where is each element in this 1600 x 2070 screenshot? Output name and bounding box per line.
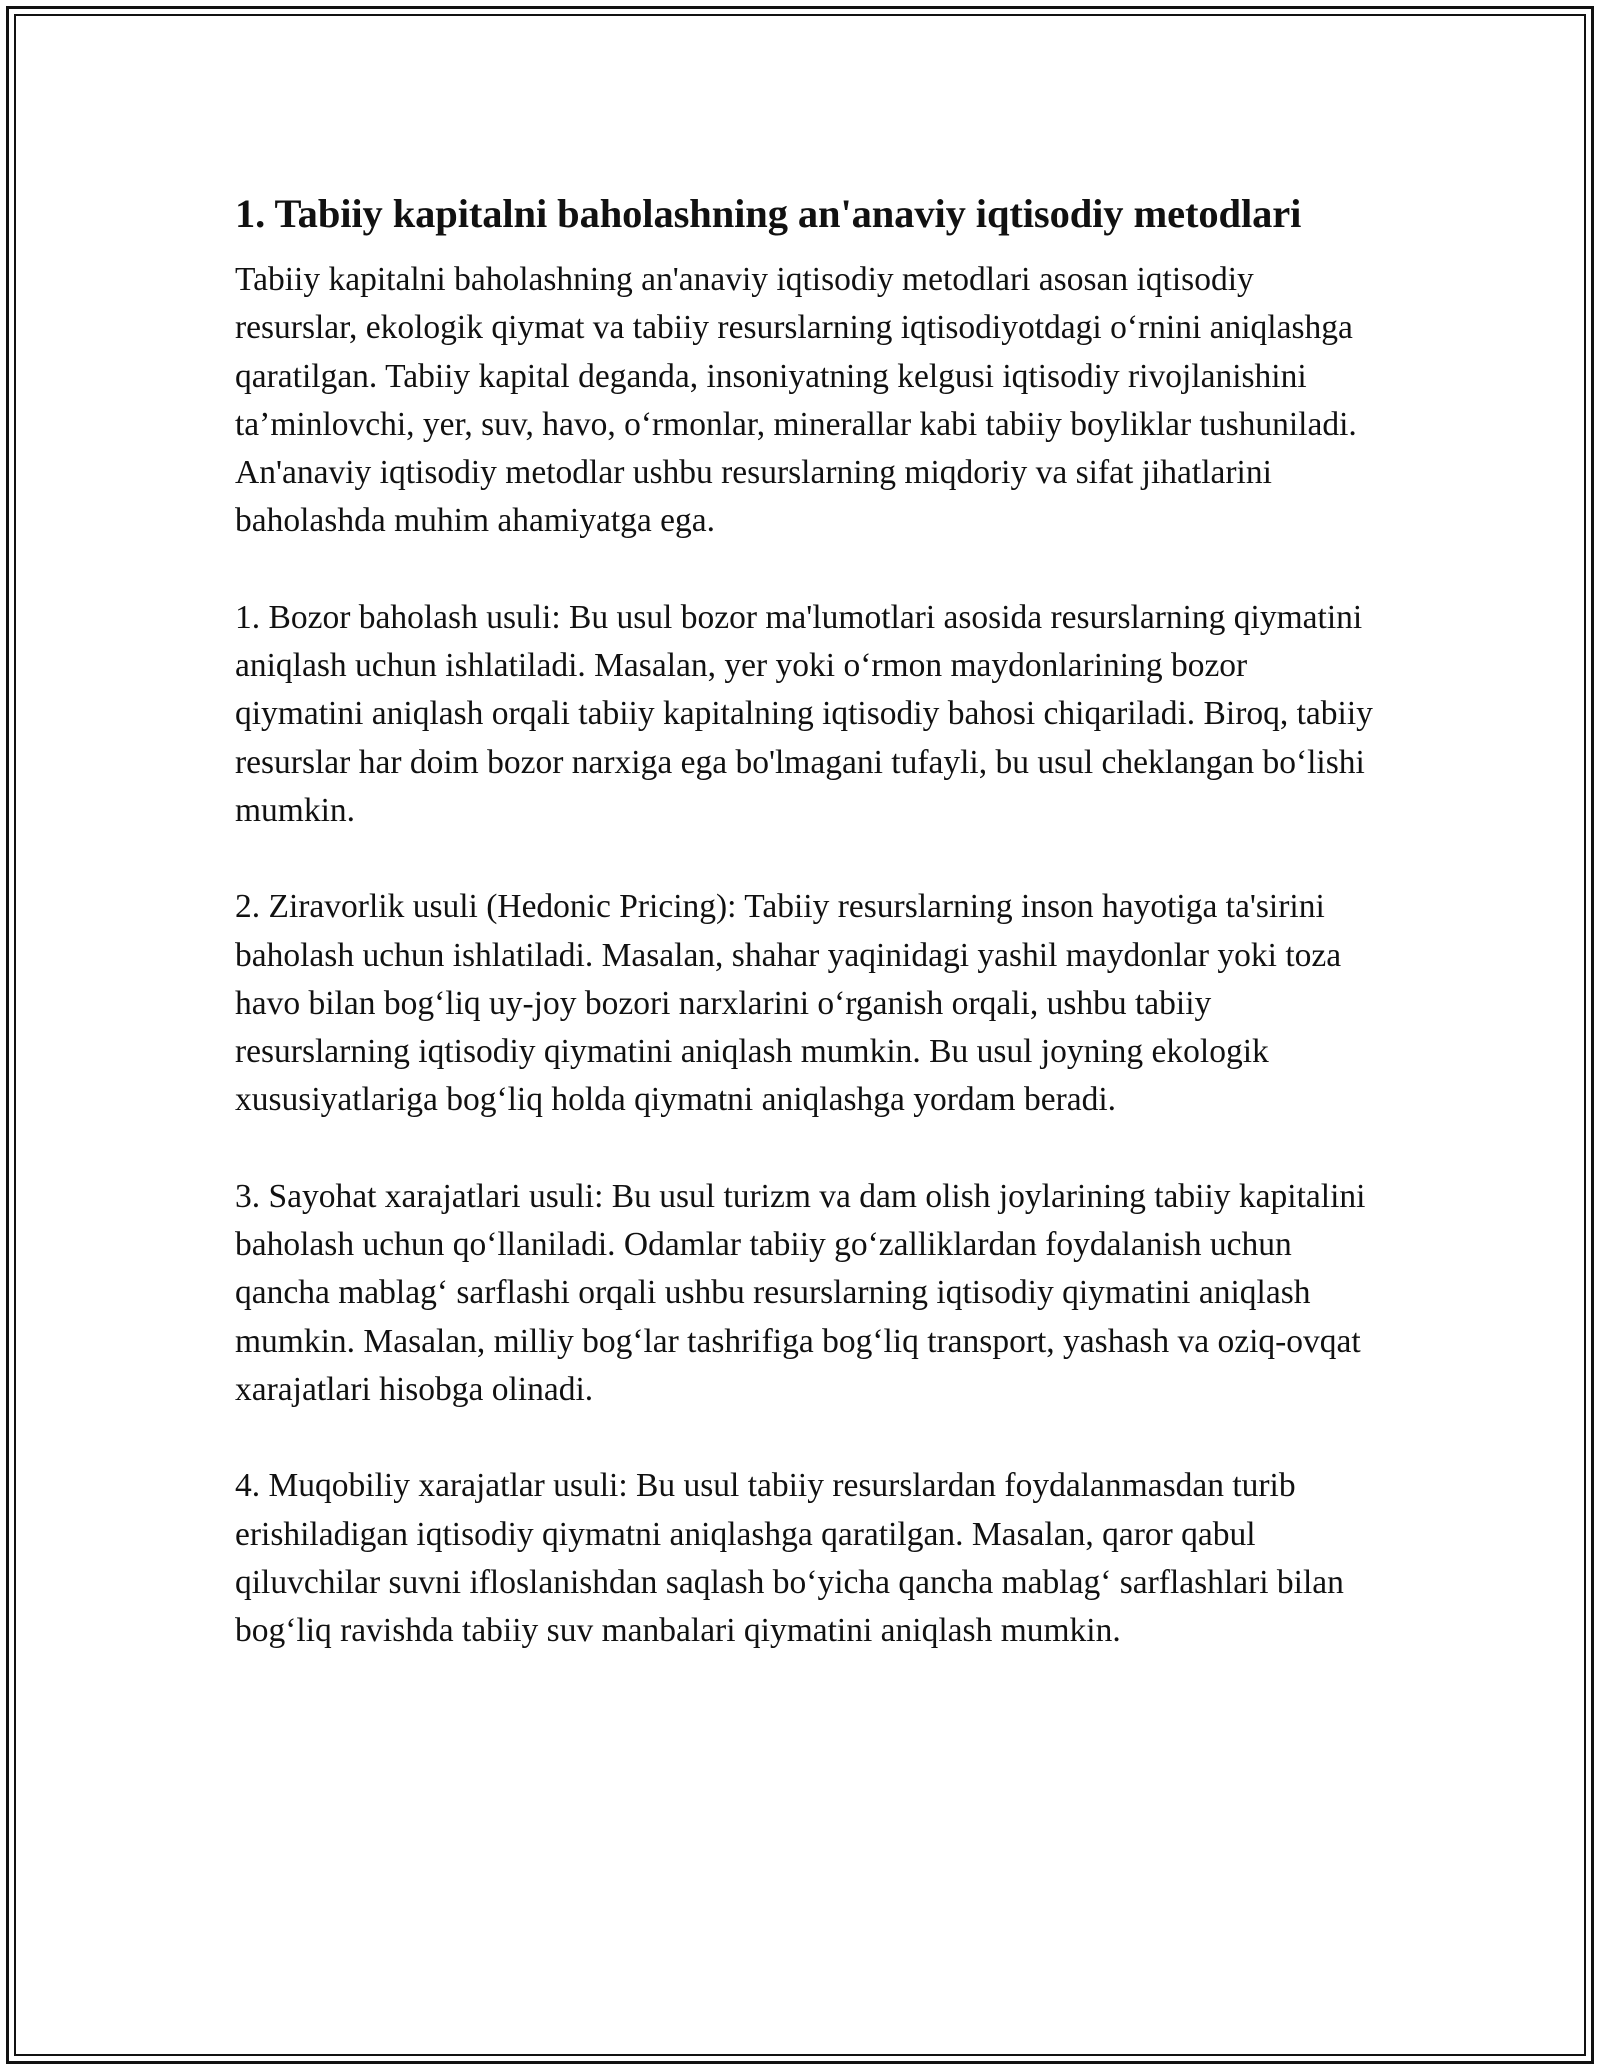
document-body xyxy=(235,186,1375,1655)
intro-paragraph: Tabiiy kapitalni baholashning an'anaviy iqtisodiy metodlari asosan iqtisodiy resurslar, ekologik qiymat va tabiiy resurslarning iqtisodiyotdagi o‘rnini aniqlashga qaratilgan. Tabiiy kapital deganda, insoniyatning kelgusi iqtisodiy rivojlanishini ta’minlovchi, yer, suv, havo, o‘rmonlar, minerallar kabi tabiiy boyliklar tushuniladi. An'anaviy iqtisodiy metodlar ushbu resurslarning miqdoriy va sifat jihatlarini baholashda muhim ahamiyatga ega. xyxy=(235,261,1357,540)
page-title: 1. Tabiiy kapitalni baholashning an'anaviy iqtisodiy metodlari xyxy=(235,191,1302,236)
method-paragraph-travel-cost: 3. Sayohat xarajatlari usuli: Bu usul turizm va dam olish joylarining tabiiy kapitalini baholash uchun qo‘llaniladi. Odamlar tabiiy go‘zalliklardan foydalanish uchun qancha mablag‘ sarflashi orqali ushbu resurslarning iqtisodiy qiymatini aniqlash mumkin. Masalan, milliy bog‘lar tashrifiga bog‘liq transport, yashash va oziq-ovqat xarajatlari hisobga olinadi. xyxy=(235,1177,1366,1408)
method-paragraph-opportunity-cost: 4. Muqobiliy xarajatlar usuli: Bu usul tabiiy resurslardan foydalanmasdan turib erishiladigan iqtisodiy qiymatni aniqlashga qaratilgan. Masalan, qaror qabul qiluvchilar suvni ifloslanishdan saqlash bo‘yicha qancha mablag‘ sarflashlari bilan bog‘liq ravishda tabiiy suv manbalari qiymatini aniqlash mumkin. xyxy=(235,1467,1344,1650)
method-paragraph-market-valuation: 1. Bozor baholash usuli: Bu usul bozor ma'lumotlari asosida resurslarning qiymatini aniqlash uchun ishlatiladi. Masalan, yer yoki o‘rmon maydonlarining bozor qiymatini aniqlash orqali tabiiy kapitalning iqtisodiy bahosi chiqariladi. Biroq, tabiiy resurslar har doim bozor narxiga ega bo'lmagani tufayli, bu usul cheklangan bo‘lishi mumkin. xyxy=(235,598,1373,829)
method-paragraph-hedonic-pricing: 2. Ziravorlik usuli (Hedonic Pricing): Tabiiy resurslarning inson hayotiga ta'sirini baholash uchun ishlatiladi. Masalan, shahar yaqinidagi yashil maydonlar yoki toza havo bilan bog‘liq uy-joy bozori narxlarini o‘rganish orqali, ushbu tabiiy resurslarning iqtisodiy qiymatini aniqlash mumkin. Bu usul joyning ekologik xususiyatlariga bog‘liq holda qiymatni aniqlashga yordam beradi. xyxy=(235,888,1342,1119)
